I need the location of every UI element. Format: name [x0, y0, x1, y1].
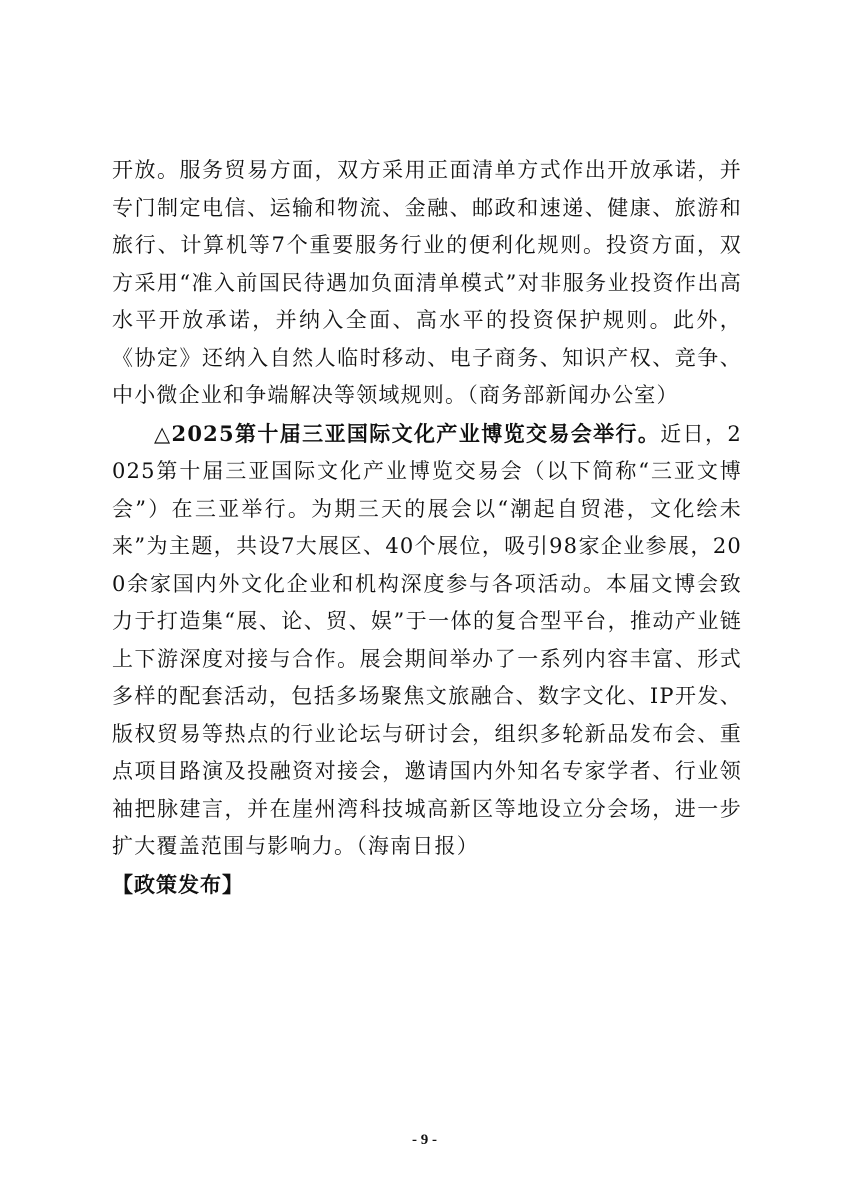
page-content: [112, 152, 742, 903]
paragraph-trade-agreement: 开放。服务贸易方面，双方采用正面清单方式作出开放承诺，并专门制定电信、运输和物流、金融、邮政和速递、健康、旅游和旅行、计算机等7个重要服务行业的便利化规则。投资方面，双方采用“准入前国民待遇加负面清单模式”对非服务业投资作出高水平开放承诺，并纳入全面、高水平的投资保护规则。此外，《协定》还纳入自然人临时移动、电子商务、知识产权、竞争、中小微企业和争端解决等领域规则。（商务部新闻办公室）: [112, 158, 742, 407]
news-body-sanya-expo: 近日，2025第十届三亚国际文化产业博览交易会（以下简称“三亚文博会”）在三亚举行。为期三天的展会以“潮起自贸港，文化绘未来”为主题，共设7大展区、40个展位，吸引98家企业参展，200余家国内外文化企业和机构深度参与各项活动。本届文博会致力于打造集“展、论、贸、娱”于一体的复合型平台，推动产业链上下游深度对接与合作。展会期间举办了一系列内容丰富、形式多样的配套活动，包括多场聚焦文旅融合、数字文化、IP开发、版权贸易等热点的行业论坛与研讨会，组织多轮新品发布会、重点项目路演及投融资对接会，邀请国内外知名专家学者、行业领袖把脉建言，并在崖州湾科技城高新区等地设立分会场，进一步扩大覆盖范围与影响力。（海南日报）: [112, 421, 742, 858]
section-heading-policy-release: 【政策发布】: [112, 871, 244, 897]
news-headline-sanya-expo: △2025第十届三亚国际文化产业博览交易会举行。: [154, 420, 661, 446]
page-number: - 9 -: [412, 1132, 437, 1148]
paragraph-sanya-expo: [112, 415, 742, 866]
